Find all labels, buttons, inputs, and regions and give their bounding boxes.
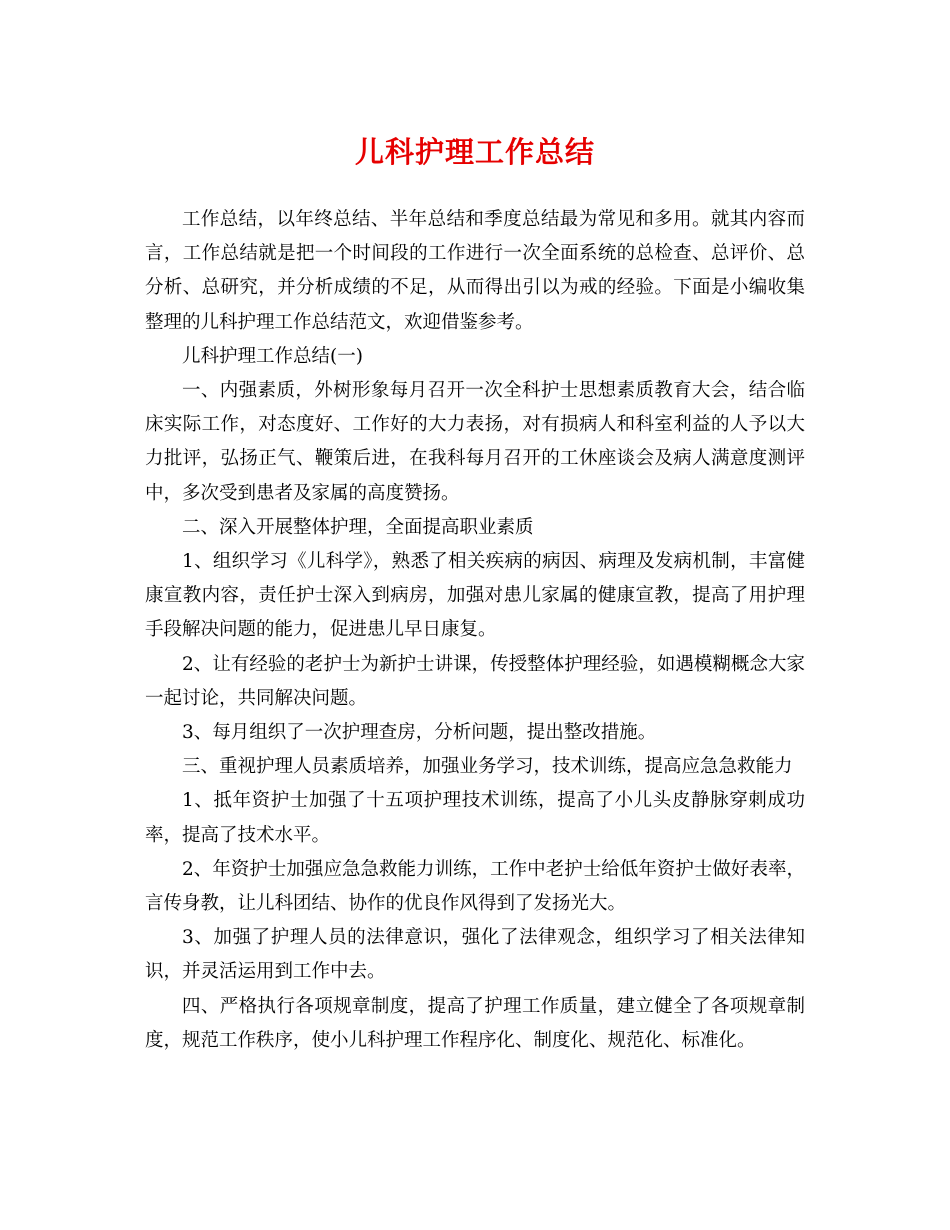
paragraph-intro: 工作总结，以年终总结、半年总结和季度总结最为常见和多用。就其内容而言，工作总结就是把一个时间段的工作进行一次全面系统的总检查、总评价、总分析、总研究，并分析成绩的不足，从而得出引以为戒的经验。下面是小编收集整理的儿科护理工作总结范文，欢迎借鉴参考。 (145, 209, 805, 333)
paragraph-subtitle: 儿科护理工作总结(一) (182, 345, 363, 367)
paragraph-section-2-item-2: 2、让有经验的老护士为新护士讲课，传授整体护理经验，如遇模糊概念大家一起讨论，共同解决问题。 (145, 653, 805, 709)
paragraph-section-2-item-1: 1、组织学习《儿科学》，熟悉了相关疾病的病因、病理及发病机制，丰富健康宣教内容，责任护士深入到病房，加强对患儿家属的健康宣教，提高了用护理手段解决问题的能力，促进患儿早日康复。 (145, 551, 805, 641)
paragraph-section-3-heading: 三、重视护理人员素质培养，加强业务学习，技术训练，提高应急急救能力 (182, 756, 793, 778)
paragraph-section-3-item-2: 2、年资护士加强应急急救能力训练，工作中老护士给低年资护士做好表率，言传身教，让儿科团结、协作的优良作风得到了发扬光大。 (145, 858, 805, 915)
paragraph-section-3-item-3: 3、加强了护理人员的法律意识，强化了法律观念，组织学习了相关法律知识，并灵活运用到工作中去。 (145, 927, 805, 983)
document-body (145, 203, 805, 1058)
paragraph-section-1: 一、内强素质，外树形象每月召开一次全科护士思想素质教育大会，结合临床实际工作，对态度好、工作好的大力表扬，对有损病人和科室利益的人予以大力批评，弘扬正气、鞭策后进，在我科每月召开的工休座谈会及病人满意度测评中，多次受到患者及家属的高度赞扬。 (145, 380, 805, 504)
document-title: 儿科护理工作总结 (354, 135, 595, 169)
paragraph-section-2-item-3: 3、每月组织了一次护理查房，分析问题，提出整改措施。 (182, 722, 657, 744)
paragraph-section-3-item-1: 1、抵年资护士加强了十五项护理技术训练，提高了小儿头皮静脉穿刺成功率，提高了技术水平。 (145, 790, 805, 846)
paragraph-section-2-heading: 二、深入开展整体护理，全面提高职业素质 (182, 516, 534, 538)
paragraph-section-4: 四、严格执行各项规章制度，提高了护理工作质量，建立健全了各项规章制度，规范工作秩序，使小儿科护理工作程序化、制度化、规范化、标准化。 (145, 995, 805, 1051)
